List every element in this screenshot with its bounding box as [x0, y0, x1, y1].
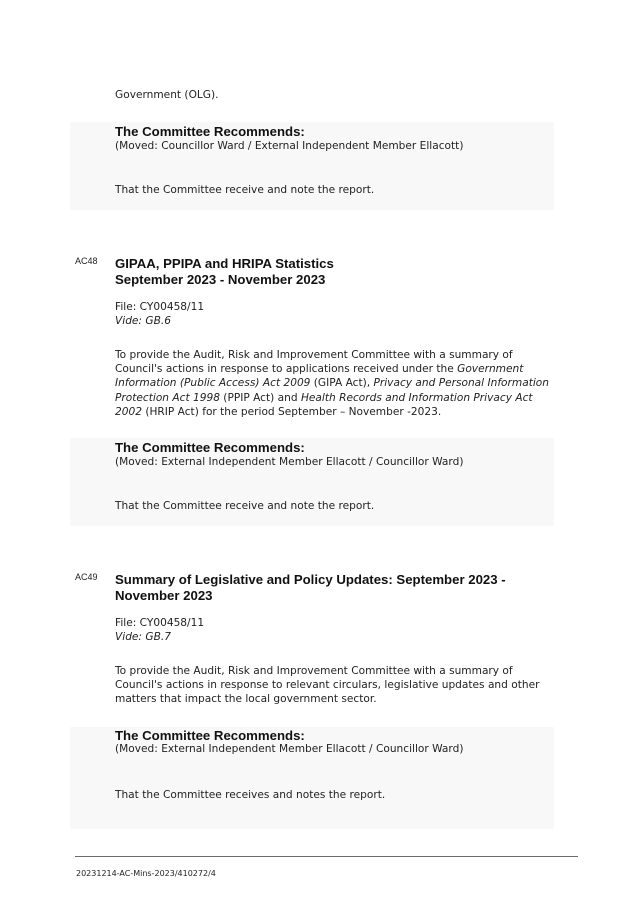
item-title-line: November 2023	[115, 587, 213, 603]
recommendation-heading: The Committee Recommends:	[115, 440, 305, 455]
footer-document-reference: 20231214-AC-Mins-2023/410272/4	[76, 869, 216, 878]
summary-text: (GIPA Act),	[310, 377, 374, 390]
item-title	[115, 572, 506, 603]
summary-text: (PPIP Act) and	[219, 391, 301, 404]
moved-by-text: (Moved: External Independent Member Ellacott / Councillor Ward)	[115, 456, 464, 468]
item-code: AC48	[75, 256, 98, 266]
item-summary	[115, 664, 555, 707]
item-title-line: Summary of Legislative and Policy Updates: September 2023 -	[115, 572, 506, 587]
item-summary	[115, 348, 555, 419]
vide-reference: Vide: GB.7	[115, 631, 171, 643]
act-title: Government Information (Public Access) Act 2009	[115, 363, 524, 390]
moved-by-text: (Moved: External Independent Member Ellacott / Councillor Ward)	[115, 743, 464, 755]
summary-line: To provide the Audit, Risk and Improvement Committee with a summary of	[115, 665, 513, 677]
recommendation-box	[70, 727, 554, 829]
file-reference: File: CY00458/11	[115, 617, 205, 629]
item-title-line: September 2023 - November 2023	[115, 271, 326, 287]
item-title-line: GIPAA, PPIPA and HRIPA Statistics	[115, 256, 334, 271]
footer-divider	[75, 856, 578, 857]
summary-line: matters that impact the local government sector.	[115, 693, 377, 706]
recommendation-box	[70, 122, 554, 210]
resolution-text: That the Committee receive and note the report.	[115, 500, 375, 512]
summary-text: (HRIP Act) for the period September – November -2023.	[141, 405, 442, 418]
summary-text: To provide the Audit, Risk and Improvement Committee with a summary of Council's actions in response to applications received under the	[115, 349, 513, 376]
file-reference: File: CY00458/11	[115, 301, 205, 313]
recommendation-box	[70, 438, 554, 526]
item-code: AC49	[75, 572, 98, 582]
item-title	[115, 256, 334, 287]
moved-by-text: (Moved: Councillor Ward / External Independent Member Ellacott)	[115, 140, 464, 152]
continuation-text: Government (OLG).	[115, 89, 219, 101]
recommendation-heading: The Committee Recommends:	[115, 728, 305, 743]
recommendation-heading: The Committee Recommends:	[115, 124, 305, 139]
resolution-text: That the Committee receives and notes the report.	[115, 789, 386, 801]
summary-line: Council's actions in response to relevant circulars, legislative updates and other	[115, 679, 540, 692]
act-title: Health Records and Information Privacy Act 2002	[115, 391, 533, 418]
act-title: Privacy and Personal Information Protection Act 1998	[115, 377, 549, 404]
vide-reference: Vide: GB.6	[115, 315, 171, 327]
resolution-text: That the Committee receive and note the report.	[115, 184, 375, 196]
